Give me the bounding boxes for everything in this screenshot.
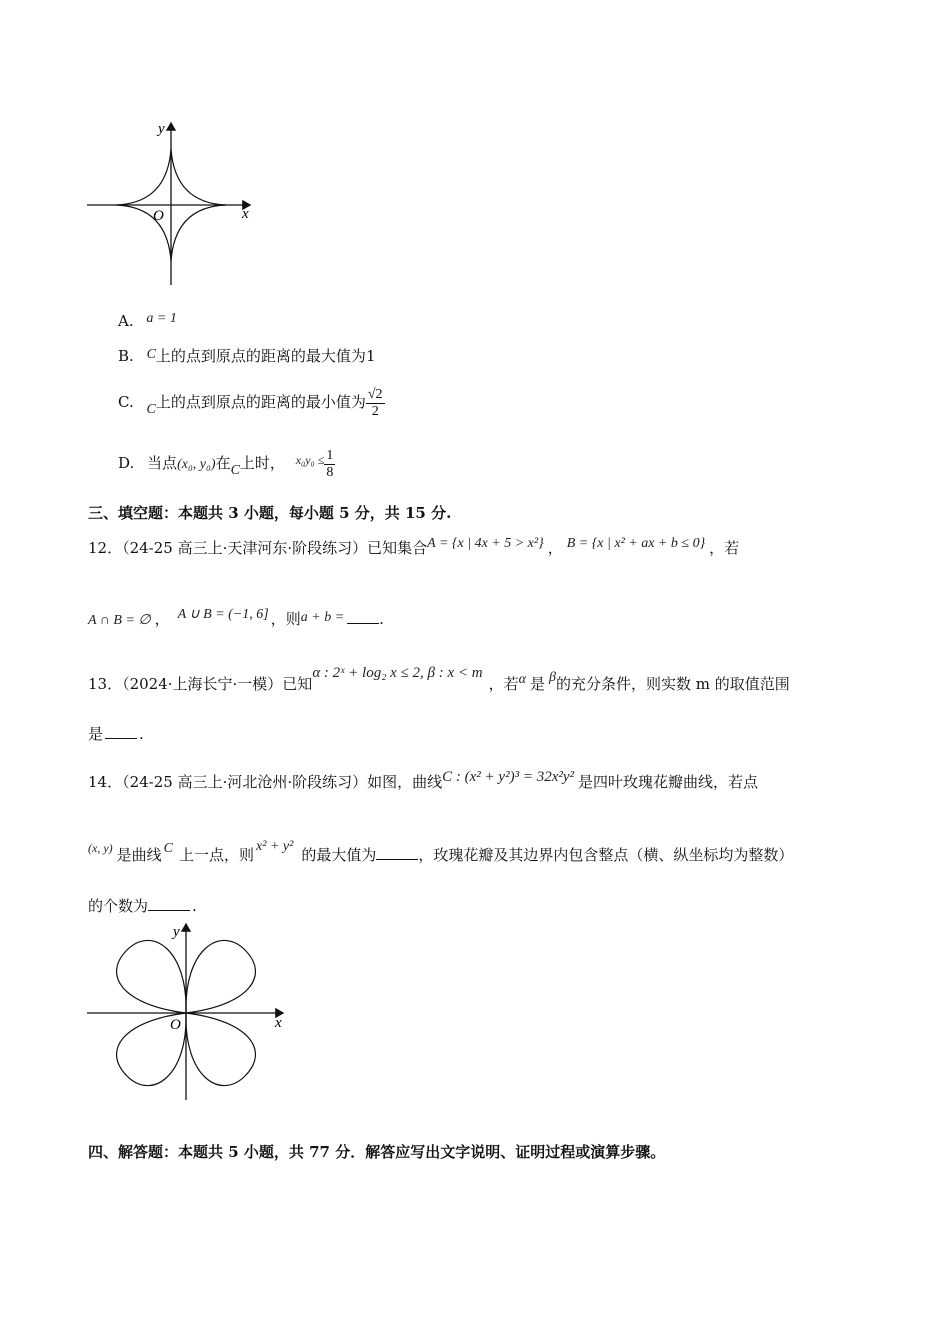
q13-number: 13． xyxy=(88,675,123,693)
option-a-math: a = 1 xyxy=(146,311,177,326)
rose-figure xyxy=(85,920,295,1105)
option-d-point: (x₀, y₀) xyxy=(177,457,216,472)
option-a-letter: A. xyxy=(118,312,134,330)
q14-sum: x² + y² xyxy=(256,839,294,854)
q14-count-blank[interactable] xyxy=(148,896,190,911)
option-d xyxy=(118,443,335,483)
q14-rest2c: 的最大值为 xyxy=(301,846,377,864)
option-d-letter: D. xyxy=(118,454,135,472)
option-d-frac-num: 1 xyxy=(326,447,334,463)
q14-curve: C : (x² + y²)³ = 32x²y² xyxy=(442,769,575,785)
q13-source: （2024·上海长宁·一模）已知 xyxy=(122,675,313,693)
q14-rest2b: 上一点，则 xyxy=(179,846,255,864)
option-a xyxy=(118,311,177,333)
q12-ask: a + b = xyxy=(300,610,345,625)
q12-ze: ，则 xyxy=(270,610,301,628)
q14-source: （24-25 高三上·河北沧州·阶段练习）如图，曲线 xyxy=(122,773,443,791)
q12-end: . xyxy=(379,610,384,628)
q12-set-b: B = {x | x² + ax + b ≤ 0} xyxy=(566,536,706,551)
option-d-text2: 在 xyxy=(215,454,231,472)
q13-end: . xyxy=(139,725,144,743)
astroid-figure xyxy=(85,115,265,290)
q12-comma1: ， xyxy=(547,539,563,557)
y-axis-label: y xyxy=(173,924,180,940)
q14-line1 xyxy=(88,769,759,793)
x-axis-label: x xyxy=(275,1015,282,1031)
q14-end: . xyxy=(192,897,197,915)
section3-heading: 三、填空题：本题共 3 小题，每小题 5 分，共 15 分. xyxy=(88,504,452,522)
q12-cond2: A ∪ B = (−1, 6] xyxy=(177,607,269,622)
q13-mid: ，若 xyxy=(488,675,519,693)
option-d-text3: 上时， xyxy=(239,454,285,472)
q14-line3 xyxy=(88,896,197,916)
q14-max-blank[interactable] xyxy=(376,845,418,860)
q12-comma2: ， xyxy=(154,610,170,628)
q12-ruo: ，若 xyxy=(709,539,740,557)
q13-line1 xyxy=(88,665,790,696)
q14-rest2d: ，玫瑰花瓣及其边界内包含整点（横、纵坐标均为整数） xyxy=(418,846,794,864)
q13-alpha: α xyxy=(518,672,527,687)
q12-cond1: A ∩ B = ∅ xyxy=(88,613,151,628)
q12-answer-blank[interactable] xyxy=(347,609,379,624)
q13-line2-text: 是 xyxy=(88,725,104,743)
section4-heading: 四、解答题：本题共 5 小题，共 77 分．解答应写出文字说明、证明过程或演算步骤。 xyxy=(88,1143,666,1161)
option-b-text: 上的点到原点的距离的最大值为 xyxy=(155,347,366,365)
option-d-text1: 当点 xyxy=(147,454,178,472)
x-axis-label: x xyxy=(242,206,249,222)
origin-label: O xyxy=(153,208,164,224)
option-b-curve: C xyxy=(146,347,156,362)
q13-rest: 的充分条件，则实数 m 的取值范围 xyxy=(556,675,790,693)
origin-label: O xyxy=(170,1017,181,1033)
q12-line2 xyxy=(88,609,384,631)
q14-point: (x, y) xyxy=(88,841,113,855)
option-b-letter: B. xyxy=(118,347,134,365)
q14-c: C xyxy=(163,841,174,856)
q13-line2 xyxy=(88,724,144,744)
q14-number: 14． xyxy=(88,773,123,791)
option-d-curve: C xyxy=(230,463,240,478)
option-b-value: 1 xyxy=(365,347,376,365)
q13-beta: β xyxy=(549,670,557,685)
option-c-letter: C. xyxy=(118,393,134,411)
q12-line1 xyxy=(88,538,739,560)
y-axis-label: y xyxy=(158,121,165,137)
q12-set-a: A = {x | 4x + 5 > x²} xyxy=(427,536,544,551)
q14-rest1: 是四叶玫瑰花瓣曲线，若点 xyxy=(578,773,759,791)
q13-shi: 是 xyxy=(530,675,546,693)
petal-top-right xyxy=(186,940,256,1013)
petal-bottom-right xyxy=(186,1013,256,1086)
option-d-frac-den: 8 xyxy=(326,464,334,480)
petal-top-left xyxy=(117,940,187,1013)
q12-source: （24-25 高三上·天津河东·阶段练习）已知集合 xyxy=(122,539,428,557)
option-b xyxy=(118,346,375,368)
q12-number: 12． xyxy=(88,539,123,557)
q13-expr: α : 2ˣ + log₂ x ≤ 2, β : x < m xyxy=(312,665,483,681)
q14-rest2a: 是曲线 xyxy=(116,846,162,864)
option-d-ineq: x₀y₀ ≤ xyxy=(295,453,325,467)
option-c-curve: C xyxy=(146,402,156,417)
q14-line3-text: 的个数为 xyxy=(88,897,149,915)
option-c-frac-num: √2 xyxy=(367,386,383,402)
option-c-fraction xyxy=(366,387,385,420)
option-c-text: 上的点到原点的距离的最小值为 xyxy=(155,393,366,411)
q13-answer-blank[interactable] xyxy=(105,724,137,739)
option-d-fraction xyxy=(324,448,335,481)
option-c-frac-den: 2 xyxy=(371,403,379,419)
option-c xyxy=(118,382,385,422)
q14-line2 xyxy=(88,839,794,867)
